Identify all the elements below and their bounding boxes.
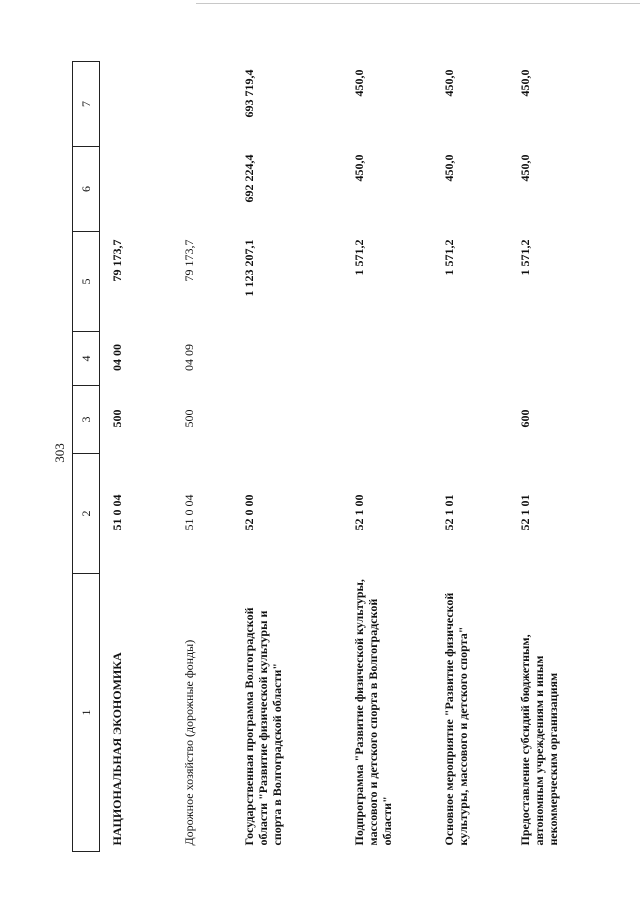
target-article-code: 51 0 04 <box>181 494 196 531</box>
amount-col6: 450,0 <box>351 154 366 182</box>
amount-col5: 1 571,2 <box>441 239 456 276</box>
section-code <box>432 332 508 386</box>
section-code <box>342 332 432 386</box>
amount-col7: 693 719,4 <box>241 69 256 118</box>
section-code <box>508 332 580 386</box>
amount-col6 <box>100 147 172 232</box>
column-header: 6 <box>73 147 100 232</box>
amount-col7 <box>172 62 232 147</box>
column-header: 7 <box>73 62 100 147</box>
row-name: Дорожное хозяйство (дорожные фонды) <box>181 639 196 846</box>
row-name: НАЦИОНАЛЬНАЯ ЭКОНОМИКА <box>110 652 124 846</box>
target-article-code: 52 0 00 <box>241 494 256 531</box>
amount-col5: 1 571,2 <box>351 239 366 276</box>
expense-type-code: 600 <box>517 409 532 428</box>
amount-col5: 79 173,7 <box>110 239 124 282</box>
target-article-code: 52 1 01 <box>441 494 456 531</box>
amount-col5: 79 173,7 <box>181 239 196 282</box>
expense-type-code: 500 <box>110 409 124 428</box>
expense-type-code <box>232 386 342 454</box>
amount-col5: 1 571,2 <box>517 239 532 276</box>
rotated-table-wrapper <box>72 62 578 852</box>
target-article-code: 52 1 00 <box>351 494 366 531</box>
section-code: 04 09 <box>181 344 196 371</box>
row-name: Предоставление субсидий бюджетным, автономным учреждениям и иным некоммерческим организациям <box>517 634 560 846</box>
section-code <box>232 332 342 386</box>
column-header: 1 <box>73 574 100 852</box>
column-header: 5 <box>73 232 100 332</box>
table-row <box>432 62 508 852</box>
row-name: Основное мероприятие "Развитие физической культуры, массового и детского спорта" <box>441 592 470 846</box>
table-row <box>172 62 232 852</box>
amount-col7: 450,0 <box>351 69 366 97</box>
table-row <box>342 62 432 852</box>
column-header: 3 <box>73 386 100 454</box>
amount-col7: 450,0 <box>517 69 532 97</box>
amount-col7 <box>100 62 172 147</box>
amount-col6: 450,0 <box>517 154 532 182</box>
table-row <box>508 62 580 852</box>
expense-type-code <box>342 386 432 454</box>
amount-col6: 450,0 <box>441 154 456 182</box>
amount-col5: 1 123 207,1 <box>241 239 256 297</box>
table-row <box>100 62 172 852</box>
target-article-code: 52 1 01 <box>517 494 532 531</box>
expense-type-code: 500 <box>181 409 196 428</box>
target-article-code: 51 0 04 <box>110 494 124 531</box>
amount-col7: 450,0 <box>441 69 456 97</box>
page-number: 303 <box>52 443 67 463</box>
column-header: 4 <box>73 332 100 386</box>
table-row <box>232 62 342 852</box>
amount-col6: 692 224,4 <box>241 154 256 203</box>
budget-table <box>72 61 580 852</box>
column-header: 2 <box>73 454 100 574</box>
section-code: 04 00 <box>110 344 124 371</box>
table-header-row <box>73 62 100 852</box>
row-name: Государственная программа Волгоградской области "Развитие физической культуры и спорта в Волгоградской области" <box>241 607 284 846</box>
top-edge-rule <box>196 3 640 4</box>
row-name: Подпрограмма "Развитие физической культуры, массового и детского спорта в Волгоградской области" <box>351 579 394 846</box>
expense-type-code <box>432 386 508 454</box>
amount-col6 <box>172 147 232 232</box>
